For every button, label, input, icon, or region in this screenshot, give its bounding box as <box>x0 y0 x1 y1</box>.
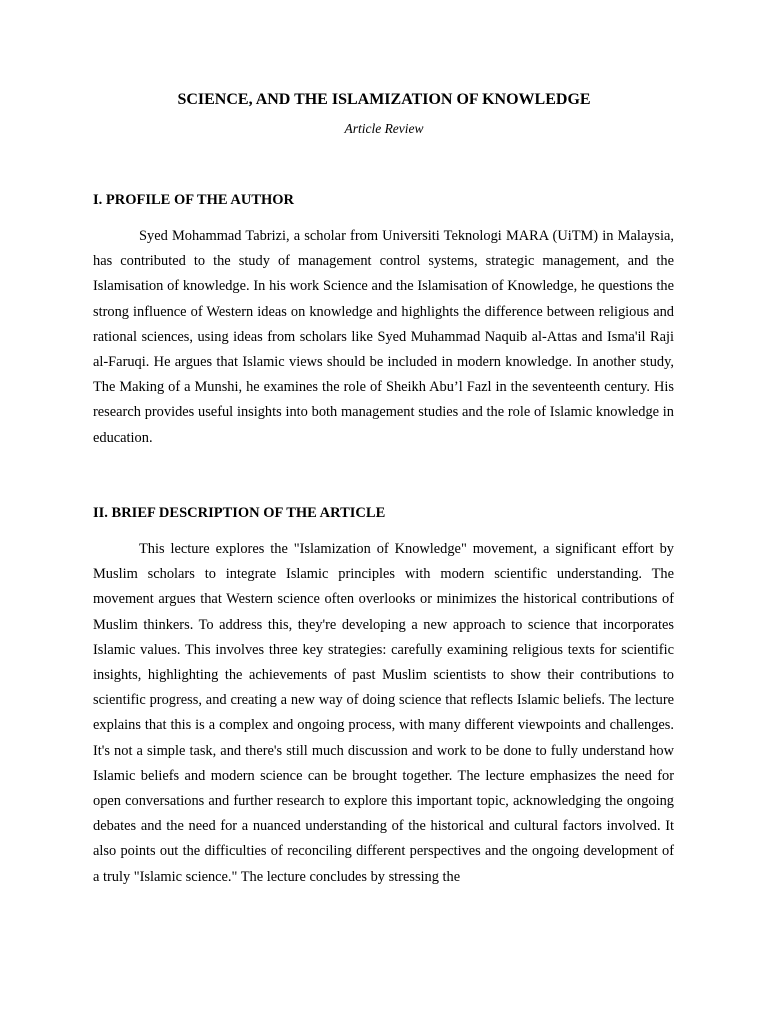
author-profile-paragraph: Syed Mohammad Tabrizi, a scholar from Universiti Teknologi MARA (UiTM) in Malaysia, has contributed to the study of management control systems, strategic management, and the Islamisation of knowledge. In his work Science and the Islamisation of Knowledge, he questions the strong influence of Western ideas on knowledge and highlights the difference between religious and rational sciences, using ideas from scholars like Syed Muhammad Naquib al-Attas and Isma'il Raji al-Faruqi. He argues that Islamic views should be included in modern knowledge. In another study, The Making of a Munshi, he examines the role of Sheikh Abu’l Fazl in the seventeenth century. His research provides useful insights into both management studies and the role of Islamic knowledge in education. <box>93 228 674 446</box>
section-heading-article-description: II. BRIEF DESCRIPTION OF THE ARTICLE <box>93 505 386 521</box>
section-heading-author-profile: I. PROFILE OF THE AUTHOR <box>93 192 295 208</box>
document-title: SCIENCE, AND THE ISLAMIZATION OF KNOWLEDGE <box>177 91 591 108</box>
document-subtitle: Article Review <box>344 121 424 136</box>
article-description-paragraph: This lecture explores the "Islamization of Knowledge" movement, a significant effort by Muslim scholars to integrate Islamic principles with modern scientific understanding. The movement argues that Western science often overlooks or minimizes the historical contributions of Muslim thinkers. To address this, they're developing a new approach to science that incorporates Islamic values. This involves three key strategies: carefully examining religious texts for scientific insights, highlighting the achievements of past Muslim scientists to show their contributions to scientific progress, and creating a new way of doing science that reflects Islamic beliefs. The lecture explains that this is a complex and ongoing process, with many different viewpoints and challenges. It's not a simple task, and there's still much discussion and work to be done to fully understand how Islamic beliefs and modern science can be brought together. The lecture emphasizes the need for open conversations and further research to explore this important topic, acknowledging the ongoing debates and the need for a nuanced understanding of the historical and cultural factors involved. It also points out the difficulties of reconciling different perspectives and the ongoing development of a truly "Islamic science." The lecture concludes by stressing the <box>93 541 674 885</box>
